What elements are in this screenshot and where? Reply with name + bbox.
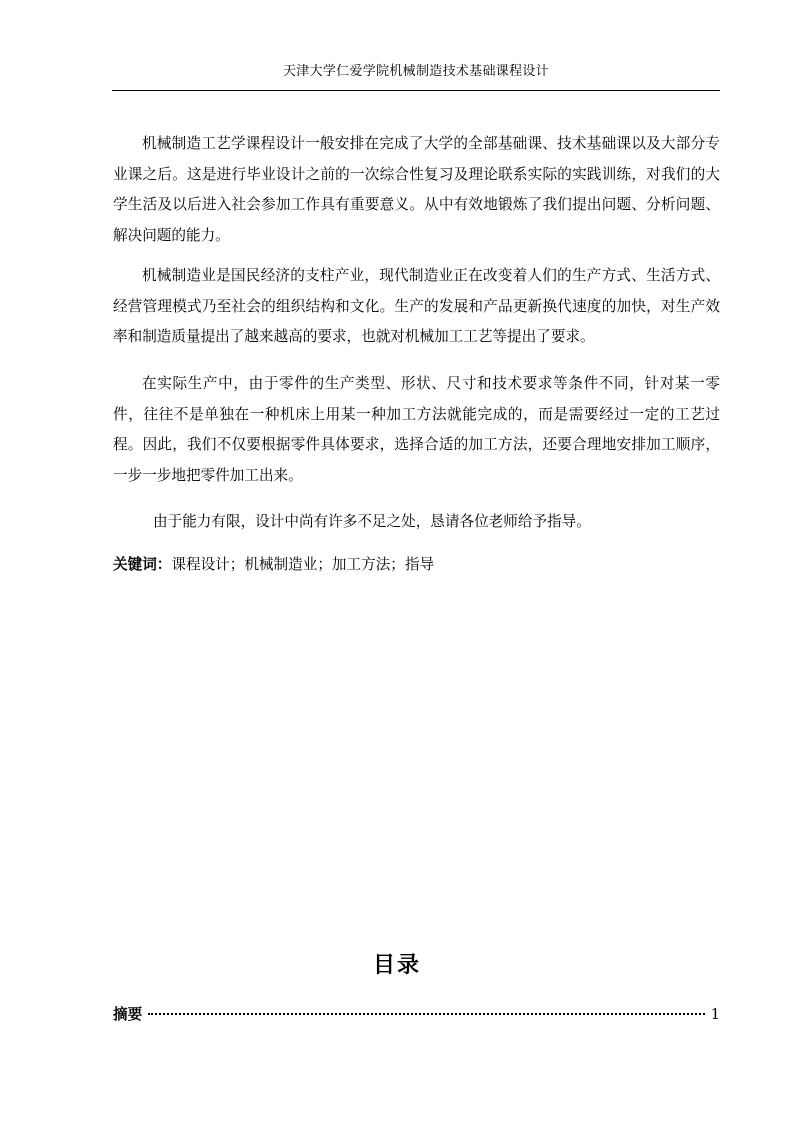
keywords-line [113,550,434,580]
abstract-paragraph-3: 在实际生产中，由于零件的生产类型、形状、尺寸和技术要求等条件不同，针对某一零件，往往不是单独在一种机床上用某一种加工方法就能完成的，而是需要经过一定的工艺过程。因此，我们不仅要根据零件具体要求，选择合适的加工方法，还要合理地安排加工顺序，一步一步地把零件加工出来。 [113,375,720,484]
toc-entry-page-number: 1 [710,1006,720,1023]
toc-dot-leader [148,1013,705,1015]
toc-entry[interactable] [113,1002,720,1028]
toc-title: 目录 [372,953,421,978]
page-header-title: 天津大学仁爱学院机械制造技术基础课程设计 [282,64,549,79]
abstract-paragraph-2: 机械制造业是国民经济的支柱产业，现代制造业正在改变着人们的生产方式、生活方式、经营管理模式乃至社会的组织结构和文化。生产的发展和产品更新换代速度的加快，对生产效率和制造质量提出了越来越高的要求，也就对机械加工工艺等提出了要求。 [113,267,720,345]
abstract-paragraph-4: 由于能力有限，设计中尚有许多不足之处，恳请各位老师给予指导。 [153,513,591,530]
header-divider [112,90,720,91]
toc-entry-label[interactable]: 摘要 [113,1006,143,1023]
abstract-paragraph-1: 机械制造工艺学课程设计一般安排在完成了大学的全部基础课、技术基础课以及大部分专业课之后。这是进行毕业设计之前的一次综合性复习及理论联系实际的实践训练，对我们的大学生活及以后进入社会参加工作具有重要意义。从中有效地锻炼了我们提出问题、分析问题、解决问题的能力。 [113,135,720,244]
keywords-text: 课程设计；机械制造业；加工方法；指导 [171,556,435,573]
keywords-label: 关键词： [113,556,172,573]
